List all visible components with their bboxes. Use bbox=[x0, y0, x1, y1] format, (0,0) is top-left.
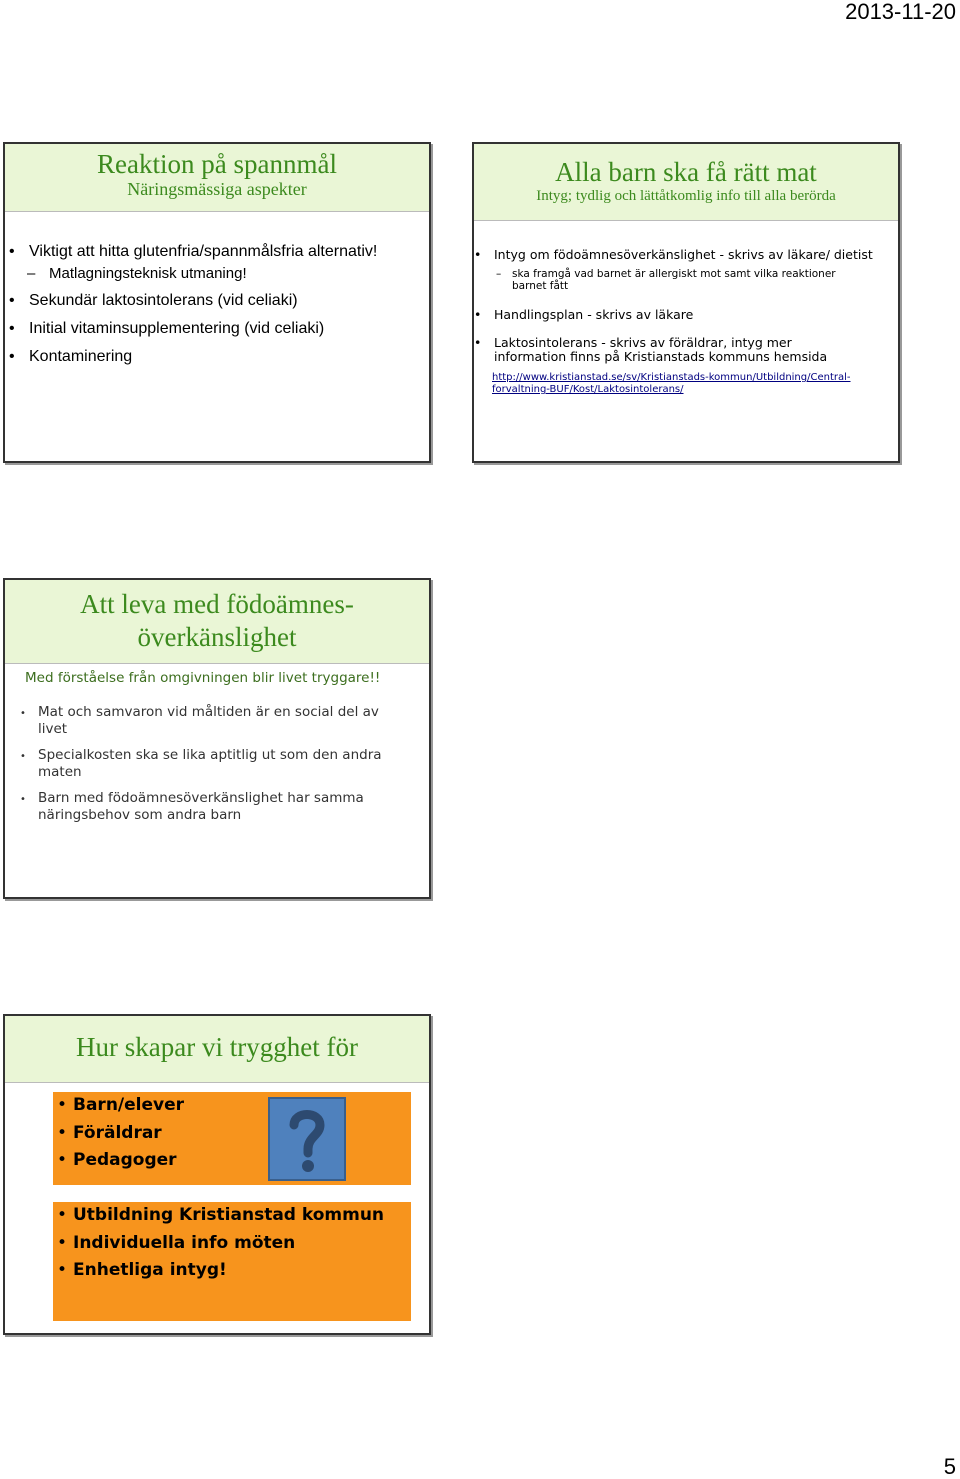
slide-1-title: Reaktion på spannmål bbox=[97, 149, 337, 179]
list-item bbox=[57, 1230, 384, 1258]
slide-3-title: Att leva med födoämnes-överkänslighet bbox=[80, 589, 354, 652]
bullet-text: Intyg om födoämnesöverkänslighet - skrivs av läkare/ dietist bbox=[494, 247, 873, 262]
sub-bullet-text: Matlagningsteknisk utmaning! bbox=[49, 265, 247, 282]
bullet-text: Kontaminering bbox=[29, 348, 133, 365]
list-item bbox=[474, 248, 879, 262]
slide-3 bbox=[3, 578, 431, 899]
list-item bbox=[57, 1120, 184, 1148]
sub-bullet-text: ska framgå vad barnet är allergiskt mot samt vilka reaktioner barnet fått bbox=[512, 268, 836, 292]
list-item bbox=[9, 315, 427, 343]
question-mark-glyph bbox=[270, 1099, 344, 1179]
list-item bbox=[9, 240, 427, 264]
measures-list bbox=[57, 1202, 384, 1285]
slide-2-title-bar bbox=[474, 144, 898, 221]
bullet-text: Enhetliga intyg! bbox=[73, 1260, 227, 1280]
audience-list bbox=[57, 1092, 184, 1175]
bullet-text: Laktosintolerans - skrivs av föräldrar, intyg mer information finns på Kristianstads kommuns hemsida bbox=[494, 335, 828, 364]
slide-4-title-bar bbox=[5, 1016, 429, 1083]
slide-1-subtitle: Näringsmässiga aspekter bbox=[127, 179, 307, 199]
list-item bbox=[16, 747, 406, 781]
slide-1-body bbox=[9, 240, 427, 371]
bullet-text: Individuella info möten bbox=[73, 1232, 296, 1253]
list-item bbox=[57, 1257, 384, 1285]
sub-list-item bbox=[9, 265, 427, 283]
bullet-text: Föräldrar bbox=[73, 1122, 162, 1143]
list-item bbox=[57, 1092, 184, 1120]
audience-box bbox=[53, 1092, 411, 1185]
slide-1-title-bar bbox=[5, 144, 429, 212]
bullet-text: Initial vitaminsupplementering (vid celiaki) bbox=[29, 320, 325, 337]
list-item bbox=[57, 1202, 384, 1230]
bullet-text: Barn med födoämnesöverkänslighet har samma näringsbehov som andra barn bbox=[38, 790, 364, 823]
slide-2-body bbox=[474, 248, 879, 396]
slide-3-intro: Med förståelse från omgivningen blir livet tryggare!! bbox=[25, 670, 381, 686]
slide-1 bbox=[3, 142, 431, 463]
slide-3-list bbox=[16, 704, 406, 824]
list-item bbox=[9, 343, 427, 371]
slide-3-title-bar bbox=[5, 580, 429, 664]
bullet-text: Handlingsplan - skrivs av läkare bbox=[494, 307, 694, 322]
bullet-text: Viktigt att hitta glutenfria/spannmålsfria alternativ! bbox=[29, 243, 378, 260]
bullet-text: Utbildning Kristianstad kommun bbox=[73, 1205, 385, 1225]
measures-box bbox=[53, 1202, 411, 1321]
dash-icon: – bbox=[27, 265, 36, 282]
dash-icon: – bbox=[496, 268, 502, 280]
list-item bbox=[57, 1147, 184, 1175]
question-mark-icon bbox=[268, 1097, 346, 1181]
bullet-text: Sekundär laktosintolerans (vid celiaki) bbox=[29, 292, 298, 309]
slide-2-title: Alla barn ska få rätt mat bbox=[555, 157, 817, 187]
bullet-text: Mat och samvaron vid måltiden är en social del av livet bbox=[38, 704, 379, 737]
list-item bbox=[474, 336, 864, 364]
bullet-text: Pedagoger bbox=[73, 1150, 177, 1170]
list-item bbox=[474, 308, 879, 322]
kristianstad-link[interactable]: http://www.kristianstad.se/sv/Kristianstads-kommun/Utbildning/Central-forvaltning-BUF/Kost/Laktosintolerans/ bbox=[492, 372, 851, 395]
slide-4 bbox=[3, 1014, 431, 1335]
slide-2-subtitle: Intyg; tydlig och lättåtkomlig info till alla berörda bbox=[536, 188, 836, 204]
bullet-text: Specialkosten ska se lika aptitlig ut som den andra maten bbox=[38, 747, 382, 780]
slide-2 bbox=[472, 142, 900, 463]
slide-4-title: Hur skapar vi trygghet för bbox=[76, 1032, 358, 1062]
page-date: 2013-11-20 bbox=[845, 0, 956, 24]
page-number: 5 bbox=[943, 1454, 956, 1479]
list-item bbox=[16, 704, 406, 738]
list-item bbox=[16, 790, 406, 824]
sub-list-item bbox=[474, 268, 852, 292]
list-item bbox=[9, 287, 427, 315]
bullet-text: Barn/elever bbox=[73, 1095, 185, 1115]
